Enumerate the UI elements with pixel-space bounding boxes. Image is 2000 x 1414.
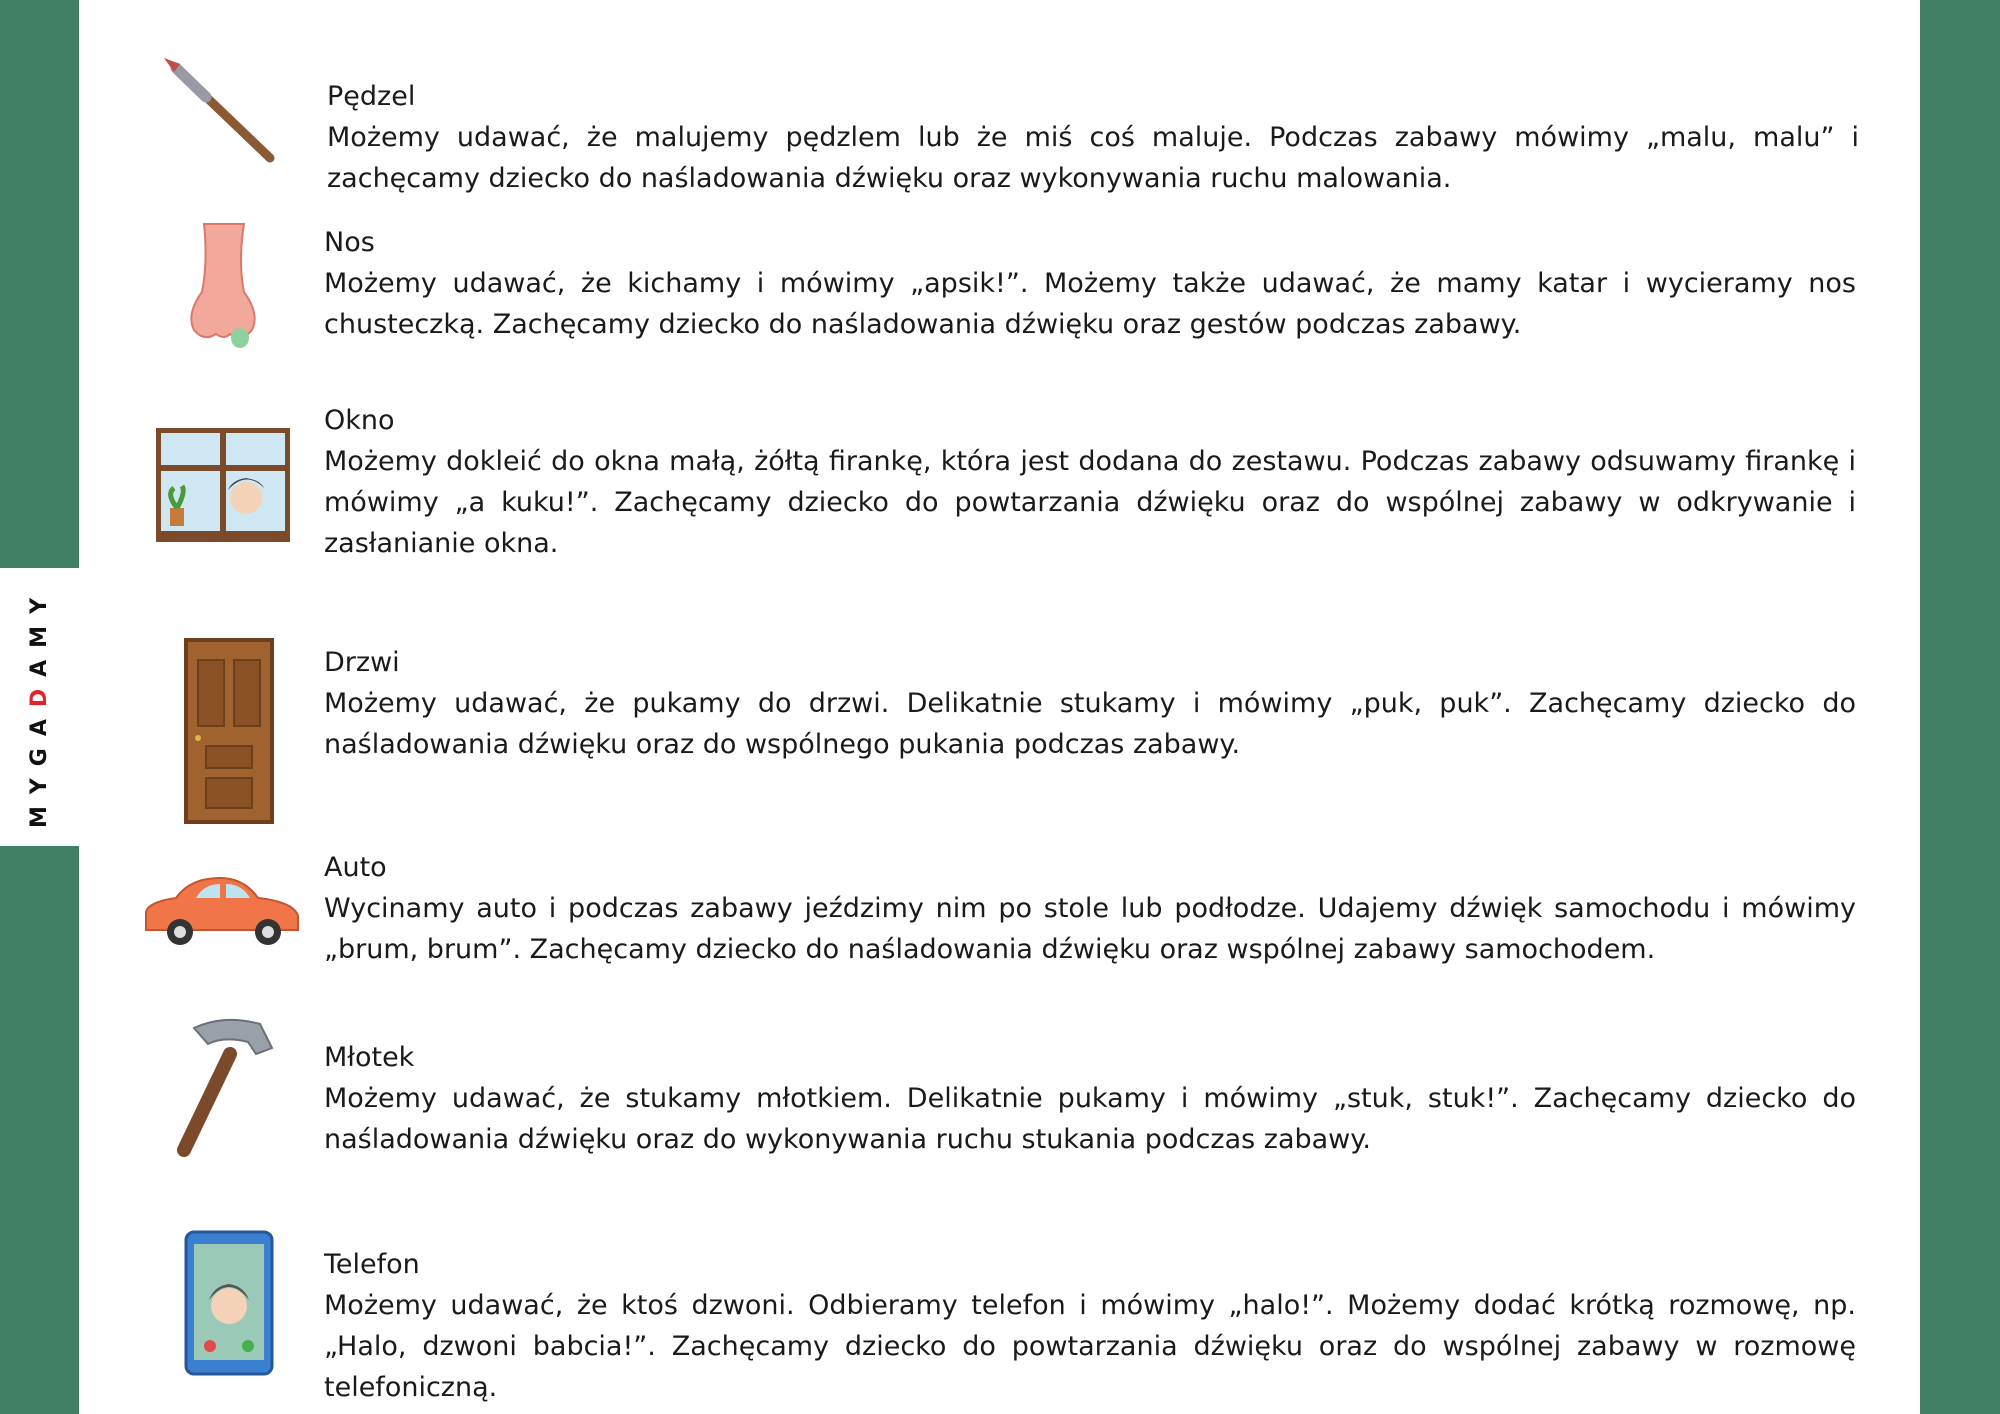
item-auto [324, 847, 1856, 970]
item-description: Możemy udawać, że kichamy i mówimy „apsik!”. Możemy także udawać, że mamy katar i wycieramy nos chusteczką. Zachęcamy dziecko do naśladowania dźwięku oraz gestów podczas zabawy. [324, 268, 1856, 340]
item-description: Możemy udawać, że pukamy do drzwi. Delikatnie stukamy i mówimy „puk, puk”. Zachęcamy dziecko do naśladowania dźwięku oraz do wspólnego pukania podczas zabawy. [324, 688, 1856, 760]
item-telefon [324, 1244, 1856, 1408]
nose-icon [186, 222, 262, 352]
item-description: Wycinamy auto i podczas zabawy jeździmy nim po stole lub podłodze. Udajemy dźwięk samochodu i mówimy „brum, brum”. Zachęcamy dziecko do naśladowania dźwięku oraz wspólnej zabawy samochodem. [324, 893, 1856, 965]
brand-logo: MYGADAMY [27, 585, 52, 829]
window-icon [156, 428, 290, 542]
right-sidebar [1920, 0, 2000, 1414]
item-mlotek [324, 1037, 1856, 1160]
item-title: Auto [324, 852, 387, 883]
item-nos [324, 222, 1856, 345]
hammer-icon [164, 1014, 276, 1158]
item-pedzel [327, 76, 1859, 199]
door-icon [184, 638, 274, 824]
item-title: Nos [324, 227, 375, 258]
item-title: Telefon [324, 1249, 420, 1280]
item-okno [324, 400, 1856, 564]
item-description: Możemy udawać, że malujemy pędzlem lub że miś coś maluje. Podczas zabawy mówimy „malu, malu” i zachęcamy dziecko do naśladowania dźwięku oraz wykonywania ruchu malowania. [327, 122, 1859, 194]
item-description: Możemy udawać, że ktoś dzwoni. Odbieramy telefon i mówimy „halo!”. Możemy dodać krótką rozmowę, np. „Halo, dzwoni babcia!”. Zachęcamy dziecko do powtarzania dźwięku oraz do wspólnej zabawy w rozmowę telefoniczną. [324, 1290, 1856, 1403]
item-description: Możemy dokleić do okna małą, żółtą firankę, która jest dodana do zestawu. Podczas zabawy odsuwamy firankę i mówimy „a kuku!”. Zachęcamy dziecko do powtarzania dźwięku oraz do wspólnej zabawy w odkrywanie i zasłanianie okna. [324, 446, 1856, 559]
item-title: Drzwi [324, 647, 400, 678]
item-drzwi [324, 642, 1856, 765]
item-title: Młotek [324, 1042, 415, 1073]
paintbrush-icon [158, 54, 278, 166]
car-icon [140, 872, 304, 948]
item-title: Pędzel [327, 81, 416, 112]
item-description: Możemy udawać, że stukamy młotkiem. Delikatnie pukamy i mówimy „stuk, stuk!”. Zachęcamy dziecko do naśladowania dźwięku oraz do wykonywania ruchu stukania podczas zabawy. [324, 1083, 1856, 1155]
phone-icon [184, 1230, 274, 1376]
item-title: Okno [324, 405, 395, 436]
